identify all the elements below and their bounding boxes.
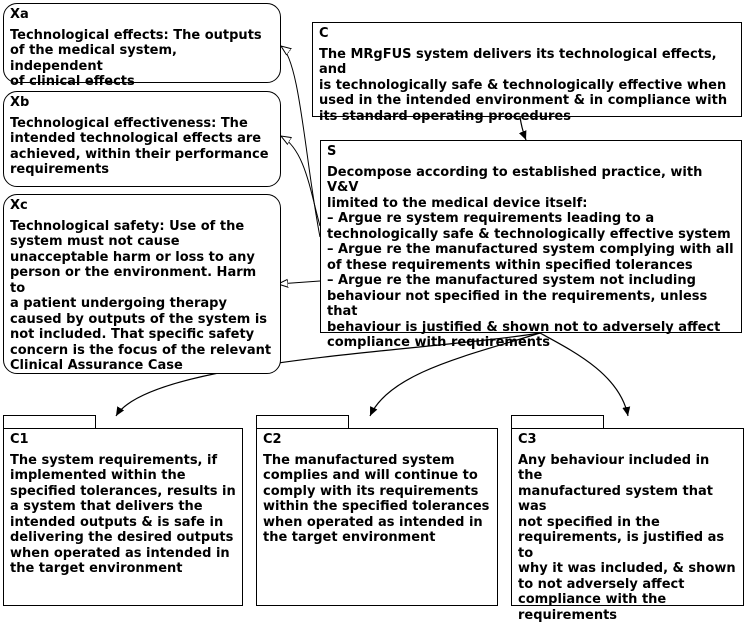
node-c1-id: C1 — [10, 432, 236, 448]
node-c2-tab — [256, 415, 349, 429]
node-s-id: S — [327, 144, 735, 160]
node-c2-text: The manufactured system complies and will continue to comply with its requirements within the specified tolerances when operated as intended in the target environment — [263, 453, 491, 546]
node-s — [320, 140, 742, 333]
node-c1-text: The system requirements, if implemented within the specified tolerances, results in a system that delivers the intended outputs & is safe in delivering the desired outputs when operated as intended in the target environment — [10, 453, 236, 577]
node-c2 — [256, 428, 498, 606]
node-c2-id: C2 — [263, 432, 491, 448]
node-xb — [3, 91, 281, 187]
edge-s-to-xb — [281, 136, 320, 226]
node-c3-id: C3 — [518, 432, 737, 448]
node-c1-tab — [3, 415, 96, 429]
node-c3-text: Any behaviour included in the manufactured system that was not specified in the requirements, is justified as to why it was included, & shown to not adversely affect compliance with the requirements — [518, 453, 737, 623]
node-xa-text: Technological effects: The outputs of the medical system, independent of clinical effects — [10, 28, 274, 90]
node-s-text: Decompose according to established practice, with V&V limited to the medical device itself: – Argue re system requirements leading to a technologically safe & technologically effective system – Argue re the manufactured system complying with all of these requirements within specified tolerances – Argue re the manufactured system not including behaviour not specified in the requirements, unless that behaviour is justified & shown not to adversely affect compliance with requirements — [327, 165, 735, 351]
node-c-id: C — [319, 26, 735, 42]
node-c1 — [3, 428, 243, 606]
node-c — [312, 22, 742, 117]
node-xc — [3, 194, 281, 374]
node-xb-id: Xb — [10, 95, 274, 111]
node-c3-tab — [511, 415, 604, 429]
node-c-text: The MRgFUS system delivers its technological effects, and is technologically safe & technologically effective when used in the intended environment & in compliance with its standard operating procedures — [319, 47, 735, 125]
node-xc-id: Xc — [10, 198, 274, 214]
edge-s-to-xc — [278, 281, 320, 284]
node-xc-text: Technological safety: Use of the system must not cause unacceptable harm or loss to any person or the environment. Harm to a patient undergoing therapy caused by outputs of the system is not included. That specific safety concern is the focus of the relevant Clinical Assurance Case — [10, 219, 274, 374]
node-xa — [3, 3, 281, 83]
node-xb-text: Technological effectiveness: The intended technological effects are achieved, within their performance requirements — [10, 116, 274, 178]
node-c3 — [511, 428, 744, 606]
node-xa-id: Xa — [10, 7, 274, 23]
